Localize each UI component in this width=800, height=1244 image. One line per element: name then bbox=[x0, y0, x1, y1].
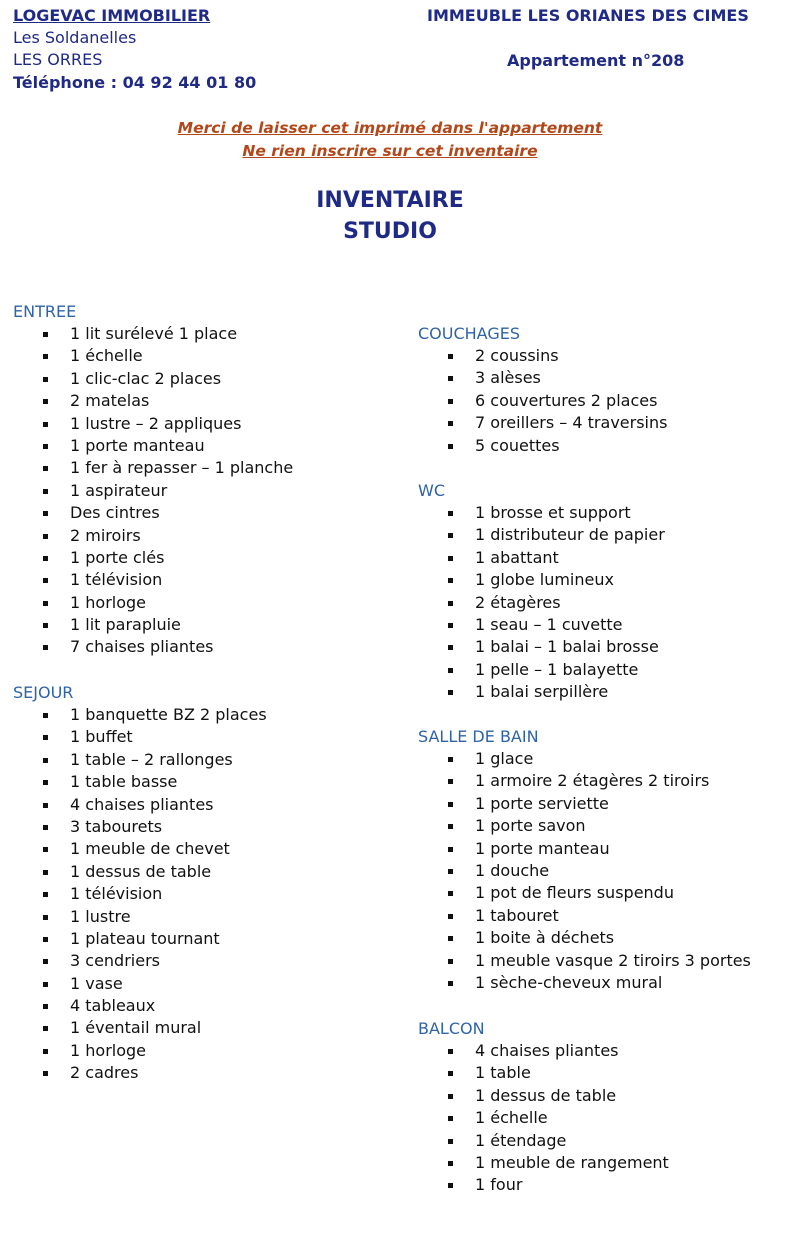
list-item: 6 couvertures 2 places bbox=[418, 390, 667, 412]
agency-address-line1: Les Soldanelles bbox=[13, 28, 137, 47]
list-entree bbox=[13, 323, 293, 659]
list-item: 2 miroirs bbox=[13, 525, 293, 547]
list-item: 1 porte clés bbox=[13, 547, 293, 569]
list-item: 1 glace bbox=[418, 748, 751, 770]
list-item: 1 armoire 2 étagères 2 tiroirs bbox=[418, 770, 751, 792]
list-item: 1 table – 2 rallonges bbox=[13, 749, 267, 771]
list-item: 1 pot de fleurs suspendu bbox=[418, 882, 751, 904]
list-item: 1 horloge bbox=[13, 592, 293, 614]
list-item: 1 meuble de rangement bbox=[418, 1152, 669, 1174]
list-item: 1 vase bbox=[13, 973, 267, 995]
list-item: 2 coussins bbox=[418, 345, 667, 367]
list-item: 1 échelle bbox=[13, 345, 293, 367]
list-item: 7 oreillers – 4 traversins bbox=[418, 412, 667, 434]
list-item: 2 cadres bbox=[13, 1062, 267, 1084]
list-item: 3 alèses bbox=[418, 367, 667, 389]
list-item: 1 pelle – 1 balayette bbox=[418, 659, 665, 681]
list-item: 1 télévision bbox=[13, 569, 293, 591]
list-item: 1 lustre bbox=[13, 906, 267, 928]
list-item: 1 fer à repasser – 1 planche bbox=[13, 457, 293, 479]
list-item: 1 four bbox=[418, 1174, 669, 1196]
list-item: 3 tabourets bbox=[13, 816, 267, 838]
list-item: 1 balai – 1 balai brosse bbox=[418, 636, 665, 658]
list-item: 1 clic-clac 2 places bbox=[13, 368, 293, 390]
list-item: 1 meuble de chevet bbox=[13, 838, 267, 860]
list-item: 1 échelle bbox=[418, 1107, 669, 1129]
list-item: 1 table bbox=[418, 1062, 669, 1084]
list-item: 1 meuble vasque 2 tiroirs 3 portes bbox=[418, 950, 751, 972]
list-item: 1 douche bbox=[418, 860, 751, 882]
section-title-entree: ENTREE bbox=[13, 302, 77, 321]
list-item: 1 sèche-cheveux mural bbox=[418, 972, 751, 994]
section-title-sejour: SEJOUR bbox=[13, 683, 74, 702]
apartment-number: Appartement n°208 bbox=[507, 51, 685, 70]
list-item: 1 buffet bbox=[13, 726, 267, 748]
list-item: 1 tabouret bbox=[418, 905, 751, 927]
list-couchages bbox=[418, 345, 667, 457]
list-item: 1 dessus de table bbox=[13, 861, 267, 883]
list-item: 1 abattant bbox=[418, 547, 665, 569]
list-item: 1 porte savon bbox=[418, 815, 751, 837]
list-item: 7 chaises pliantes bbox=[13, 636, 293, 658]
list-wc bbox=[418, 502, 665, 704]
agency-phone: Téléphone : 04 92 44 01 80 bbox=[13, 73, 257, 92]
list-item: 1 porte serviette bbox=[418, 793, 751, 815]
list-item: 1 télévision bbox=[13, 883, 267, 905]
list-item: 1 balai serpillère bbox=[418, 681, 665, 703]
agency-address-line2: LES ORRES bbox=[13, 50, 103, 69]
list-item: 1 globe lumineux bbox=[418, 569, 665, 591]
page-title: INVENTAIRE bbox=[316, 188, 464, 213]
list-item: 1 étendage bbox=[418, 1130, 669, 1152]
list-item: 4 chaises pliantes bbox=[13, 794, 267, 816]
list-item: 1 lit parapluie bbox=[13, 614, 293, 636]
page-subtitle: STUDIO bbox=[343, 219, 437, 244]
section-title-wc: WC bbox=[418, 481, 445, 500]
list-item: 1 brosse et support bbox=[418, 502, 665, 524]
section-title-couchages: COUCHAGES bbox=[418, 324, 521, 343]
list-item: 4 chaises pliantes bbox=[418, 1040, 669, 1062]
list-item: 1 seau – 1 cuvette bbox=[418, 614, 665, 636]
list-item: 1 lit surélevé 1 place bbox=[13, 323, 293, 345]
list-item: 2 étagères bbox=[418, 592, 665, 614]
list-item: 3 cendriers bbox=[13, 950, 267, 972]
list-item: 1 banquette BZ 2 places bbox=[13, 704, 267, 726]
notice-line-2: Ne rien inscrire sur cet inventaire bbox=[242, 142, 538, 160]
list-item: 1 dessus de table bbox=[418, 1085, 669, 1107]
list-item: 1 lustre – 2 appliques bbox=[13, 413, 293, 435]
list-salle-de-bain bbox=[418, 748, 751, 994]
section-title-balcon: BALCON bbox=[418, 1019, 485, 1038]
list-item: Des cintres bbox=[13, 502, 293, 524]
list-balcon bbox=[418, 1040, 669, 1197]
list-item: 1 porte manteau bbox=[13, 435, 293, 457]
notice-line-1: Merci de laisser cet imprimé dans l'appartement bbox=[177, 119, 603, 137]
list-item: 1 boite à déchets bbox=[418, 927, 751, 949]
list-item: 1 distributeur de papier bbox=[418, 524, 665, 546]
list-item: 1 aspirateur bbox=[13, 480, 293, 502]
list-item: 1 table basse bbox=[13, 771, 267, 793]
list-item: 1 éventail mural bbox=[13, 1017, 267, 1039]
list-sejour bbox=[13, 704, 267, 1085]
agency-name: LOGEVAC IMMOBILIER bbox=[13, 6, 211, 25]
list-item: 1 horloge bbox=[13, 1040, 267, 1062]
section-title-salle-de-bain: SALLE DE BAIN bbox=[418, 727, 539, 746]
list-item: 1 plateau tournant bbox=[13, 928, 267, 950]
building-name: IMMEUBLE LES ORIANES DES CIMES bbox=[427, 6, 749, 25]
list-item: 2 matelas bbox=[13, 390, 293, 412]
list-item: 4 tableaux bbox=[13, 995, 267, 1017]
list-item: 1 porte manteau bbox=[418, 838, 751, 860]
list-item: 5 couettes bbox=[418, 435, 667, 457]
